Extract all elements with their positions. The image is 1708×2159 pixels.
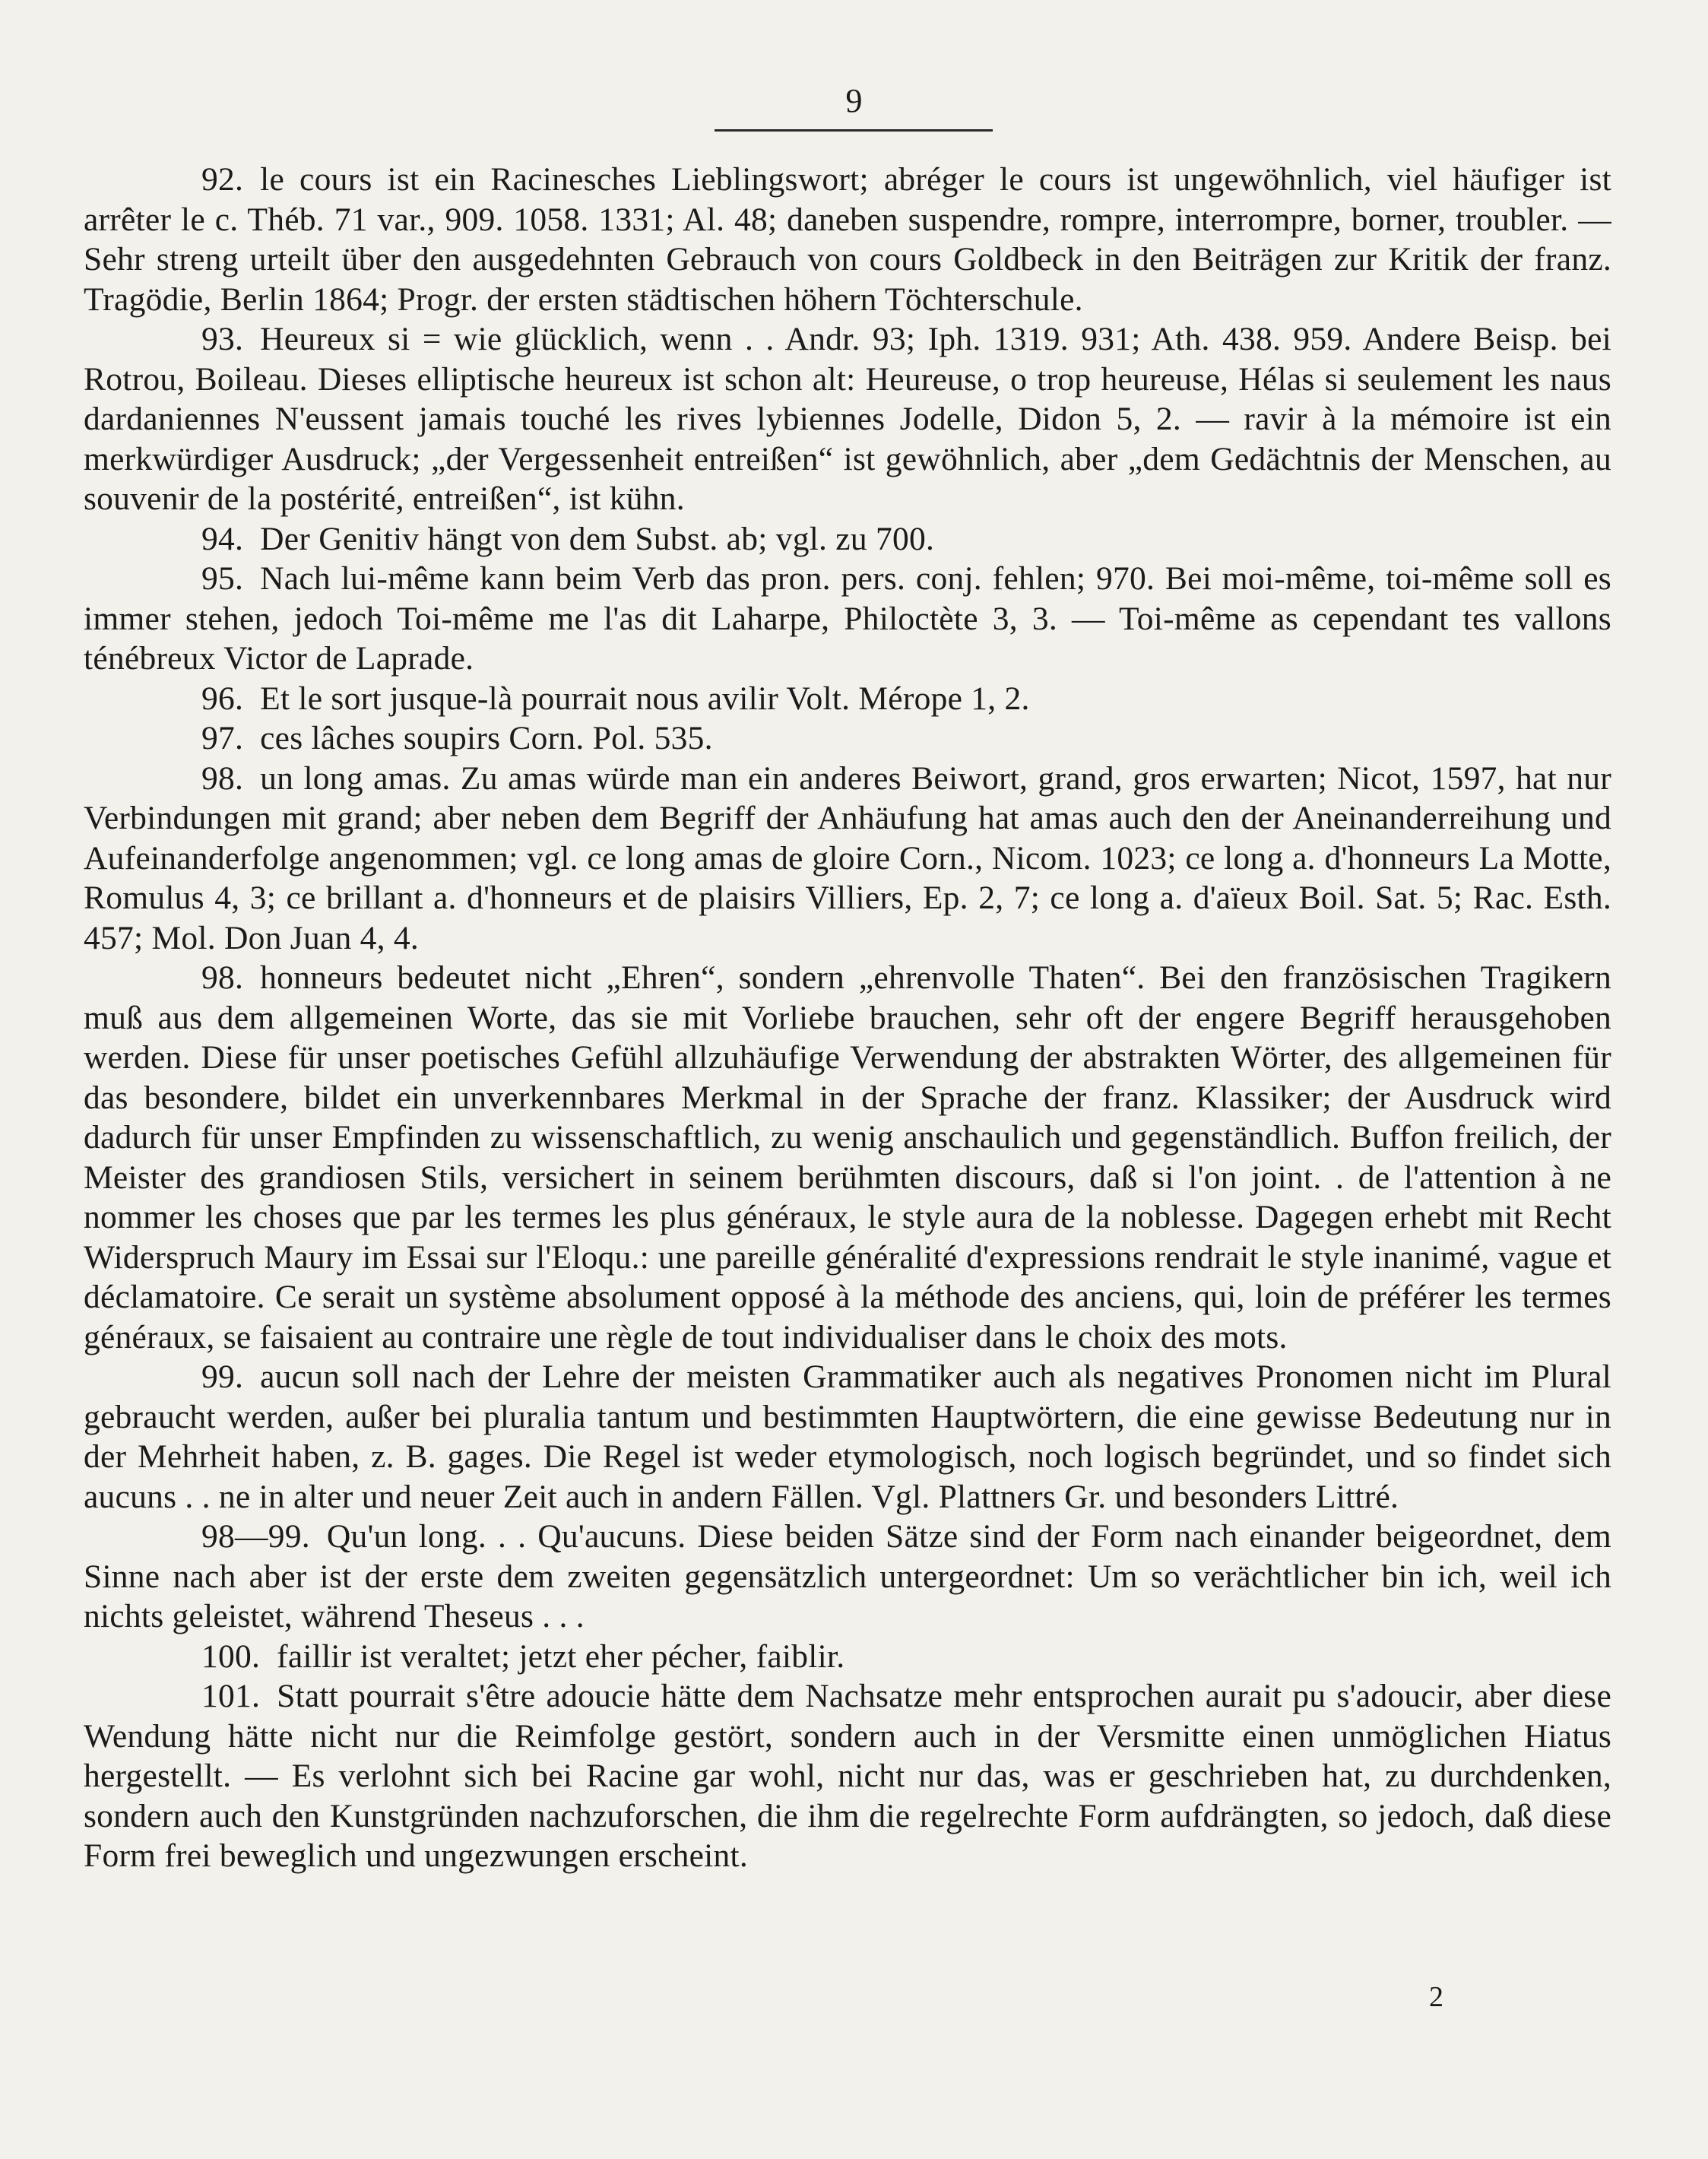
paragraph-number: 98. — [201, 759, 244, 797]
paragraph-98a — [84, 759, 1611, 959]
paragraph-93 — [84, 319, 1611, 519]
paragraph-98b — [84, 958, 1611, 1357]
paragraph-text: aucun soll nach der Lehre der meisten Grammatiker auch als negatives Pronomen nicht im Plural gebraucht werden, außer bei pluralia tantum und bestimmten Hauptwörtern, die eine gewisse Bedeutung nur in der Mehrheit haben, z. B. gages. Die Regel ist weder etymologisch, noch logisch begründet, und so findet sich aucuns . . ne in alter und neuer Zeit auch in andern Fällen. Vgl. Plattners Gr. und besonders Littré. — [84, 1358, 1611, 1515]
paragraph-number: 94. — [201, 520, 244, 557]
paragraph-98-99 — [84, 1517, 1611, 1637]
paragraph-96 — [84, 679, 1611, 719]
paragraph-text: Heureux si = wie glücklich, wenn . . Andr. 93; Iph. 1319. 931; Ath. 438. 959. Andere Beisp. bei Rotrou, Boileau. Dieses elliptische heureux ist schon alt: Heureuse, o trop heureuse, Hélas si seulement les naus dardaniennes N'eussent jamais touché les rives lybiennes Jodelle, Didon 5, 2. — ravir à la mémoire ist ein merkwürdiger Ausdruck; „der Vergessenheit entreißen“ ist gewöhnlich, aber „dem Gedächtnis der Menschen, au souvenir de la postérité, entreißen“, ist kühn. — [84, 321, 1611, 517]
signature-mark: 2 — [1429, 1981, 1443, 2013]
paragraph-text: le cours ist ein Racinesches Lieblingswort; abréger le cours ist ungewöhnlich, viel häufiger ist arrêter le c. Théb. 71 var., 909. 1058. 1331; Al. 48; daneben suspendre, rompre, interrompre, borner, troubler. — Sehr streng urteilt über den ausgedehnten Gebrauch von cours Goldbeck in den Beiträgen zur Kritik der franz. Tragödie, Berlin 1864; Progr. der ersten städtischen höhern Töchterschule. — [84, 161, 1611, 318]
page-number: 9 — [845, 82, 863, 119]
paragraph-number: 95. — [201, 560, 244, 597]
paragraph-number: 99. — [201, 1358, 244, 1395]
paragraph-number: 98. — [201, 959, 244, 996]
paragraph-text: honneurs bedeutet nicht „Ehren“, sondern „ehrenvolle Thaten“. Bei den französischen Tragikern muß aus dem allgemeinen Worte, das sie mit Vorliebe brauchen, sehr oft der engere Begriff herausgehoben werden. Diese für unser poetisches Gefühl allzuhäufige Verwendung der abstrakten Wörter, des allgemeinen für das besondere, bildet ein unverkennbares Merkmal in der Sprache der franz. Klassiker; der Ausdruck wird dadurch für unser Empfinden zu wissenschaftlich, zu wenig anschaulich und gegenständlich. Buffon freilich, der Meister des grandiosen Stils, versichert in seinem berühmten discours, daß si l'on joint. . de l'attention à ne nommer les choses que par les termes les plus généraux, le style aura de la noblesse. Dagegen erhebt mit Recht Widerspruch Maury im Essai sur l'Eloqu.: une pareille généralité d'expressions rendrait le style inanimé, vague et déclamatoire. Ce serait un système absolument opposé à la méthode des anciens, qui, loin de préférer les termes généraux, se faisaient au contraire une règle de tout individualiser dans le choix des mots. — [84, 959, 1611, 1355]
paragraph-text: un long amas. Zu amas würde man ein anderes Beiwort, grand, gros erwarten; Nicot, 1597, hat nur Verbindungen mit grand; aber neben dem Begriff der Anhäufung hat amas auch den der Aneinanderreihung und Aufeinanderfolge angenommen; vgl. ce long amas de gloire Corn., Nicom. 1023; ce long a. d'honneurs La Motte, Romulus 4, 3; ce brillant a. d'honneurs et de plaisirs Villiers, Ep. 2, 7; ce long a. d'aïeux Boil. Sat. 5; Rac. Esth. 457; Mol. Don Juan 4, 4. — [84, 759, 1611, 956]
paragraph-text: Der Genitiv hängt von dem Subst. ab; vgl. zu 700. — [260, 520, 935, 557]
body-text — [84, 160, 1611, 1876]
paragraph-text: Et le sort jusque-là pourrait nous avilir Volt. Mérope 1, 2. — [260, 680, 1030, 717]
header-rule — [715, 129, 993, 132]
paragraph-text: Qu'un long. . . Qu'aucuns. Diese beiden Sätze sind der Form nach einander beigeordnet, dem Sinne nach aber ist der erste dem zweiten gegensätzlich untergeordnet: Um so verächtlicher bin ich, weil ich nichts geleistet, während Theseus . . . — [84, 1518, 1611, 1634]
paragraph-number: 100. — [201, 1637, 261, 1675]
paragraph-number: 96. — [201, 680, 244, 717]
paragraph-text: faillir ist veraltet; jetzt eher pécher, faiblir. — [277, 1637, 845, 1675]
paragraph-95 — [84, 559, 1611, 679]
paragraph-text: Nach lui-même kann beim Verb das pron. pers. conj. fehlen; 970. Bei moi-même, toi-même soll es immer stehen, jedoch Toi-même me l'as dit Laharpe, Philoctète 3, 3. — Toi-même as cependant tes vallons ténébreux Victor de Laprade. — [84, 560, 1611, 677]
paragraph-number: 101. — [201, 1678, 261, 1714]
paragraph-number: 97. — [201, 720, 244, 756]
paragraph-number: 93. — [201, 321, 244, 357]
paragraph-text: Statt pourrait s'être adoucie hätte dem Nachsatze mehr entsprochen aurait pu s'adoucir, aber diese Wendung hätte nicht nur die Reimfolge gestört, sondern auch in der Versmitte einen unmöglichen Hiatus hergestellt. — Es verlohnt sich bei Racine gar wohl, nicht nur das, was er geschrieben hat, zu durchdenken, sondern auch den Kunstgründen nachzuforschen, die ihm die regelrechte Form aufdrängten, so jedoch, daß diese Form frei beweglich und ungezwungen erscheint. — [84, 1678, 1611, 1874]
paragraph-92 — [84, 160, 1611, 319]
paragraph-94 — [84, 519, 1611, 560]
paragraph-number: 98—99. — [201, 1518, 310, 1555]
paragraph-97 — [84, 718, 1611, 759]
paragraph-text: ces lâches soupirs Corn. Pol. 535. — [260, 720, 713, 756]
paragraph-100 — [84, 1637, 1611, 1677]
paragraph-99 — [84, 1357, 1611, 1517]
paragraph-number: 92. — [201, 161, 244, 198]
paragraph-101 — [84, 1676, 1611, 1876]
